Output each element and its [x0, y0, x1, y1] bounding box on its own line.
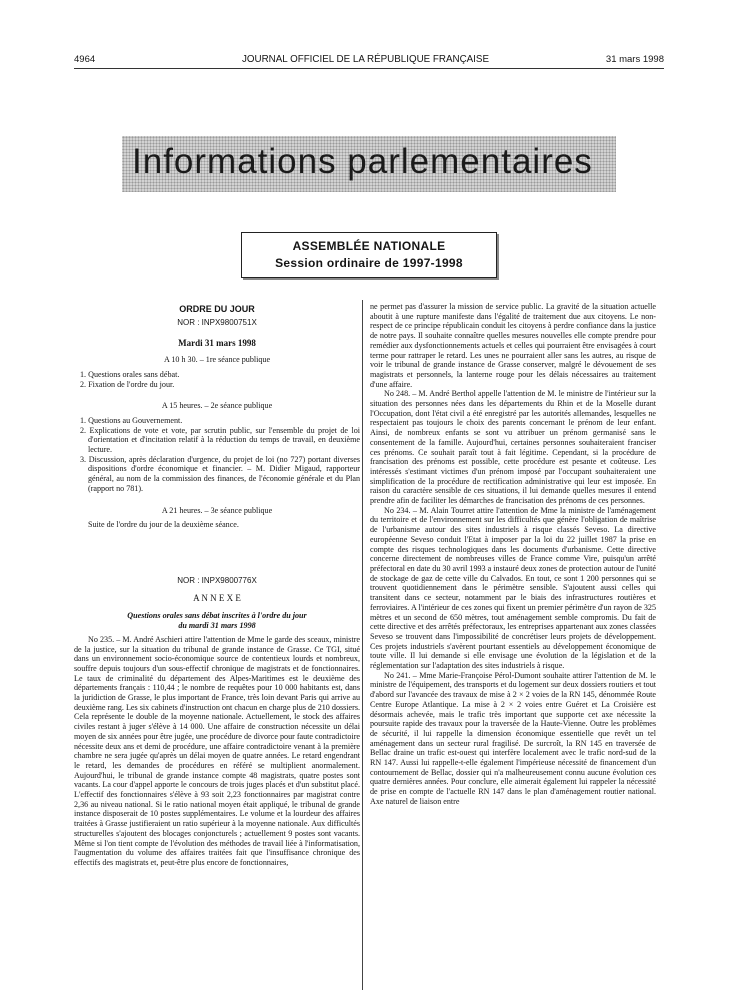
- seance-3-text: Suite de l'ordre du jour de la deuxième séance.: [88, 520, 239, 530]
- ordre-du-jour-section: [74, 305, 360, 530]
- session-title: Session ordinaire de 1997-1998: [275, 256, 463, 270]
- annexe-subtitle: Questions orales sans débat inscrites à l'ordre du jour: [127, 611, 307, 621]
- ordre-date: Mardi 31 mars 1998: [178, 338, 256, 349]
- ordre-title: ORDRE DU JOUR: [179, 304, 255, 314]
- ordre-nor: NOR : INPX9800751X: [177, 317, 257, 327]
- seance-3: A 21 heures. – 3e séance publique: [161, 505, 273, 515]
- question-248: No 248. – M. André Berthol appelle l'attention de M. le ministre de l'intérieur sur la situation des personnes nées dans les départements du Rhin et de la Moselle durant l'Occupation, dont l'état civil a été enregistré par les autorités allemandes, lesquelles ne respectaient pas toujours le choix des parents concernant le prénom de leur enfant. Ainsi, de nombreux enfants se sont vu attribuer un prénom germanisé sans le consentement de la famille. Aujourd'hui, certaines personnes souhaiteraient franciser ces prénoms. Ce souhait paraît tout à fait légitime. Cependant, si la procédure de francisation des prénoms est possible, cette procédure est pesante et coûteuse. Les intéressés s'estimant victimes d'un prénom imposé par l'occupant souhaiteraient une simplification de la procédure de rectification administrative qui leur est imposée. En raison du caractère sensible de ces situations, il lui demande quelles mesures il entend prendre afin de faciliter les démarches de francisation des prénoms de ces personnes.: [370, 389, 656, 506]
- assembly-box: [241, 232, 497, 278]
- annexe-nor: NOR : INPX9800776X: [177, 576, 257, 585]
- annexe-title: A N N E X E: [193, 592, 241, 603]
- question-234: No 234. – M. Alain Tourret attire l'attention de Mme la ministre de l'aménagement du territoire et de l'environnement sur les difficultés que génère l'obligation de maîtrise de l'urbanisme autour des sites industriels à risque classés Seveso. La directive européenne Seveso conduit l'Etat à imposer par la loi du 22 juillet 1987 la prise en compte des risques technologiques dans les documents d'urbanisme. Cette directive concerne directement de nombreuses villes de France comme Vire, puisqu'un arrêté préfectoral en date du 30 avril 1993 a instauré deux zones de protection autour de l'unité de stockage de gaz de cette ville du Calvados. En tout, ce sont 1 200 personnes qui se trouvent quotidiennement dans le périmètre sensible. S'ajoutent aussi celles qui transitent dans ce secteur, notamment par le biais des infrastructures routières et ferroviaires. A l'intérieur de ces zones qui fixent un premier périmètre d'un rayon de 325 mètres et un second de 650 mètres, tout aménagement semble compromis. Du fait de cette directive et des arrêtés préfectoraux, les entreprises appartenant aux zones classées Seveso se trouvent dans l'impossibilité de concrétiser leurs projets de développement. Ces projets industriels s'avèrent pourtant essentiels au développement économique de toute ville. Il lui demande si elle envisage une évolution de la législation et de la réglementation sur l'adaptation des sites industriels à risque.: [370, 505, 656, 671]
- seance-2-item: 3. Discussion, après déclaration d'urgence, du projet de loi (no 727) portant diverses dispositions d'ordre économique et financier. – M. Didier Migaud, rapporteur général, au nom de la commission des finances, de l'économie générale et du Plan (rapport no 781).: [80, 454, 360, 493]
- banner-title: Informations parlementaires: [132, 142, 593, 181]
- column-divider: [362, 300, 363, 990]
- seance-2-item: 2. Explications de vote et vote, par scrutin public, sur l'ensemble du projet de loi d'orientation et d'incitation relatif à la réduction du temps de travail, en deuxième lecture.: [80, 425, 360, 455]
- seance-1-item: 2. Fixation de l'ordre du jour.: [80, 379, 175, 389]
- seance-1-item: 1. Questions orales sans débat.: [80, 369, 180, 379]
- assembly-title: ASSEMBLÉE NATIONALE: [292, 239, 446, 253]
- header-date: 31 mars 1998: [605, 54, 664, 65]
- annexe-section: [74, 576, 360, 868]
- question-235: No 235. – M. André Aschieri attire l'attention de Mme le garde des sceaux, ministre de la justice, sur la situation du tribunal de grande instance de Grasse. Ce TGI, situé dans un environnement socio-économique source de contentieux lourds et nombreux, souffre depuis toujours d'un sous-effectif chronique de magistrats et de fonctionnaires. Le taux de criminalité du département des Alpes-Maritimes est le deuxième des départements français : 110,44 ; le nombre de requêtes pour 10 000 habitants est, dans la juridiction de Grasse, le plus important de France, très loin devant Paris qui arrive au deuxième rang. Les six cabinets d'instruction ont chacun en charge plus de 210 dossiers. Cela représente le double de la moyenne nationale. Actuellement, le stock des affaires civiles restant à juger s'élève à 14 000. Une affaire de construction nécessite un délai moyen de six années pour être jugée, une procédure de divorce pour faute contradictoire nécessite deux ans et demi de procédure, une affaire contradictoire venant à la première chambre ne sera jugée qu'après un délai moyen de quatre années. Le retard engendrant le retard, les demandes de procédures en référé se multiplient anormalement. Aujourd'hui, le tribunal de grande instance compte 48 magistrats, quatre postes sont vacants. La cour d'appel apporte le concours de trois juges placés et d'un substitut placé. L'effectif des fonctionnaires s'élève à 93 soit 2,23 fonctionnaires par magistrat contre 2,36 au niveau national. Si le ratio national moyen était appliqué, le tribunal de grande instance disposerait de 10 postes supplémentaires. Le volume et la lourdeur des affaires traitées à Grasse justifieraient un ratio supérieur à la moyenne nationale. Aux difficultés structurelles s'ajoutent des blocages conjoncturels ; actuellement 9 postes sont vacants. Même si l'on tient compte de l'évolution des méthodes de travail liée à l'informatisation, l'augmentation du volume des affaires traitées fait que l'insuffisance chronique des effectifs des magistrats et, peut-être plus encore de fonctionnaires,: [74, 634, 360, 867]
- right-column: [370, 302, 656, 807]
- header-rule: [74, 68, 664, 69]
- annexe-subtitle-date: du mardi 31 mars 1998: [178, 621, 256, 631]
- question-241: No 241. – Mme Marie-Françoise Pérol-Dumont souhaite attirer l'attention de M. le ministre de l'équipement, des transports et du logement sur deux dossiers routiers et tout d'abord sur l'avancée des travaux de mise à 2 × 2 voies de la RN 145, dénommée Route Centre Europe Atlantique. La mise à 2 × 2 voies entre Guéret et La Croisière est désormais achevée, mais le trafic très important que supporte cet axe nécessite la poursuite rapide des travaux pour la traversée de la Haute-Vienne. Outre les problèmes de sécurité, il lui rappelle la dimension économique essentielle que revêt un tel aménagement dans un secteur rural fragilisé. De surcroît, la RN 145 en traversée de Bellac draine un trafic est-ouest qui interfère localement avec le trafic nord-sud de la RN 147. Aussi lui rappelle-t-elle également l'impérieuse nécessité de financement d'un contournement de Bellac, dossier qui n'a malheureusement connu aucune évolution ces quatre dernières années. Pour conclure, elle aimerait également lui rappeler la nécessité de prise en compte de l'actuelle RN 147 dans le plan d'aménagement routier national. Axe naturel de liaison entre: [370, 670, 656, 806]
- page-number: 4964: [74, 54, 96, 65]
- journal-title: JOURNAL OFFICIEL DE LA RÉPUBLIQUE FRANÇAISE: [242, 54, 489, 65]
- seance-2-item: 1. Questions au Gouvernement.: [80, 415, 183, 425]
- seance-1: A 10 h 30. – 1re séance publique: [163, 355, 271, 365]
- seance-2: A 15 heures. – 2e séance publique: [161, 401, 273, 411]
- question-235-continued: ne permet pas d'assurer la mission de service public. La gravité de la situation actuelle aboutit à une rupture manifeste dans l'égalité de traitement due aux citoyens. Le non-respect de ce principe républicain conduit les citoyens à perdre confiance dans la justice de notre pays. Il souhaite connaître quelles mesures nouvelles elle compte prendre pour remédier aux dysfonctionnements actuels et celles qui pourraient être envisagées à court terme pour rattraper le retard. Les unes ne pourraient aller sans les autres, au risque de voir le tribunal de grande instance de Grasse conserver, malgré le dévouement de ses magistrats et personnels, la lanterne rouge pour les délais nécessaires au traitement d'une affaire.: [370, 302, 656, 389]
